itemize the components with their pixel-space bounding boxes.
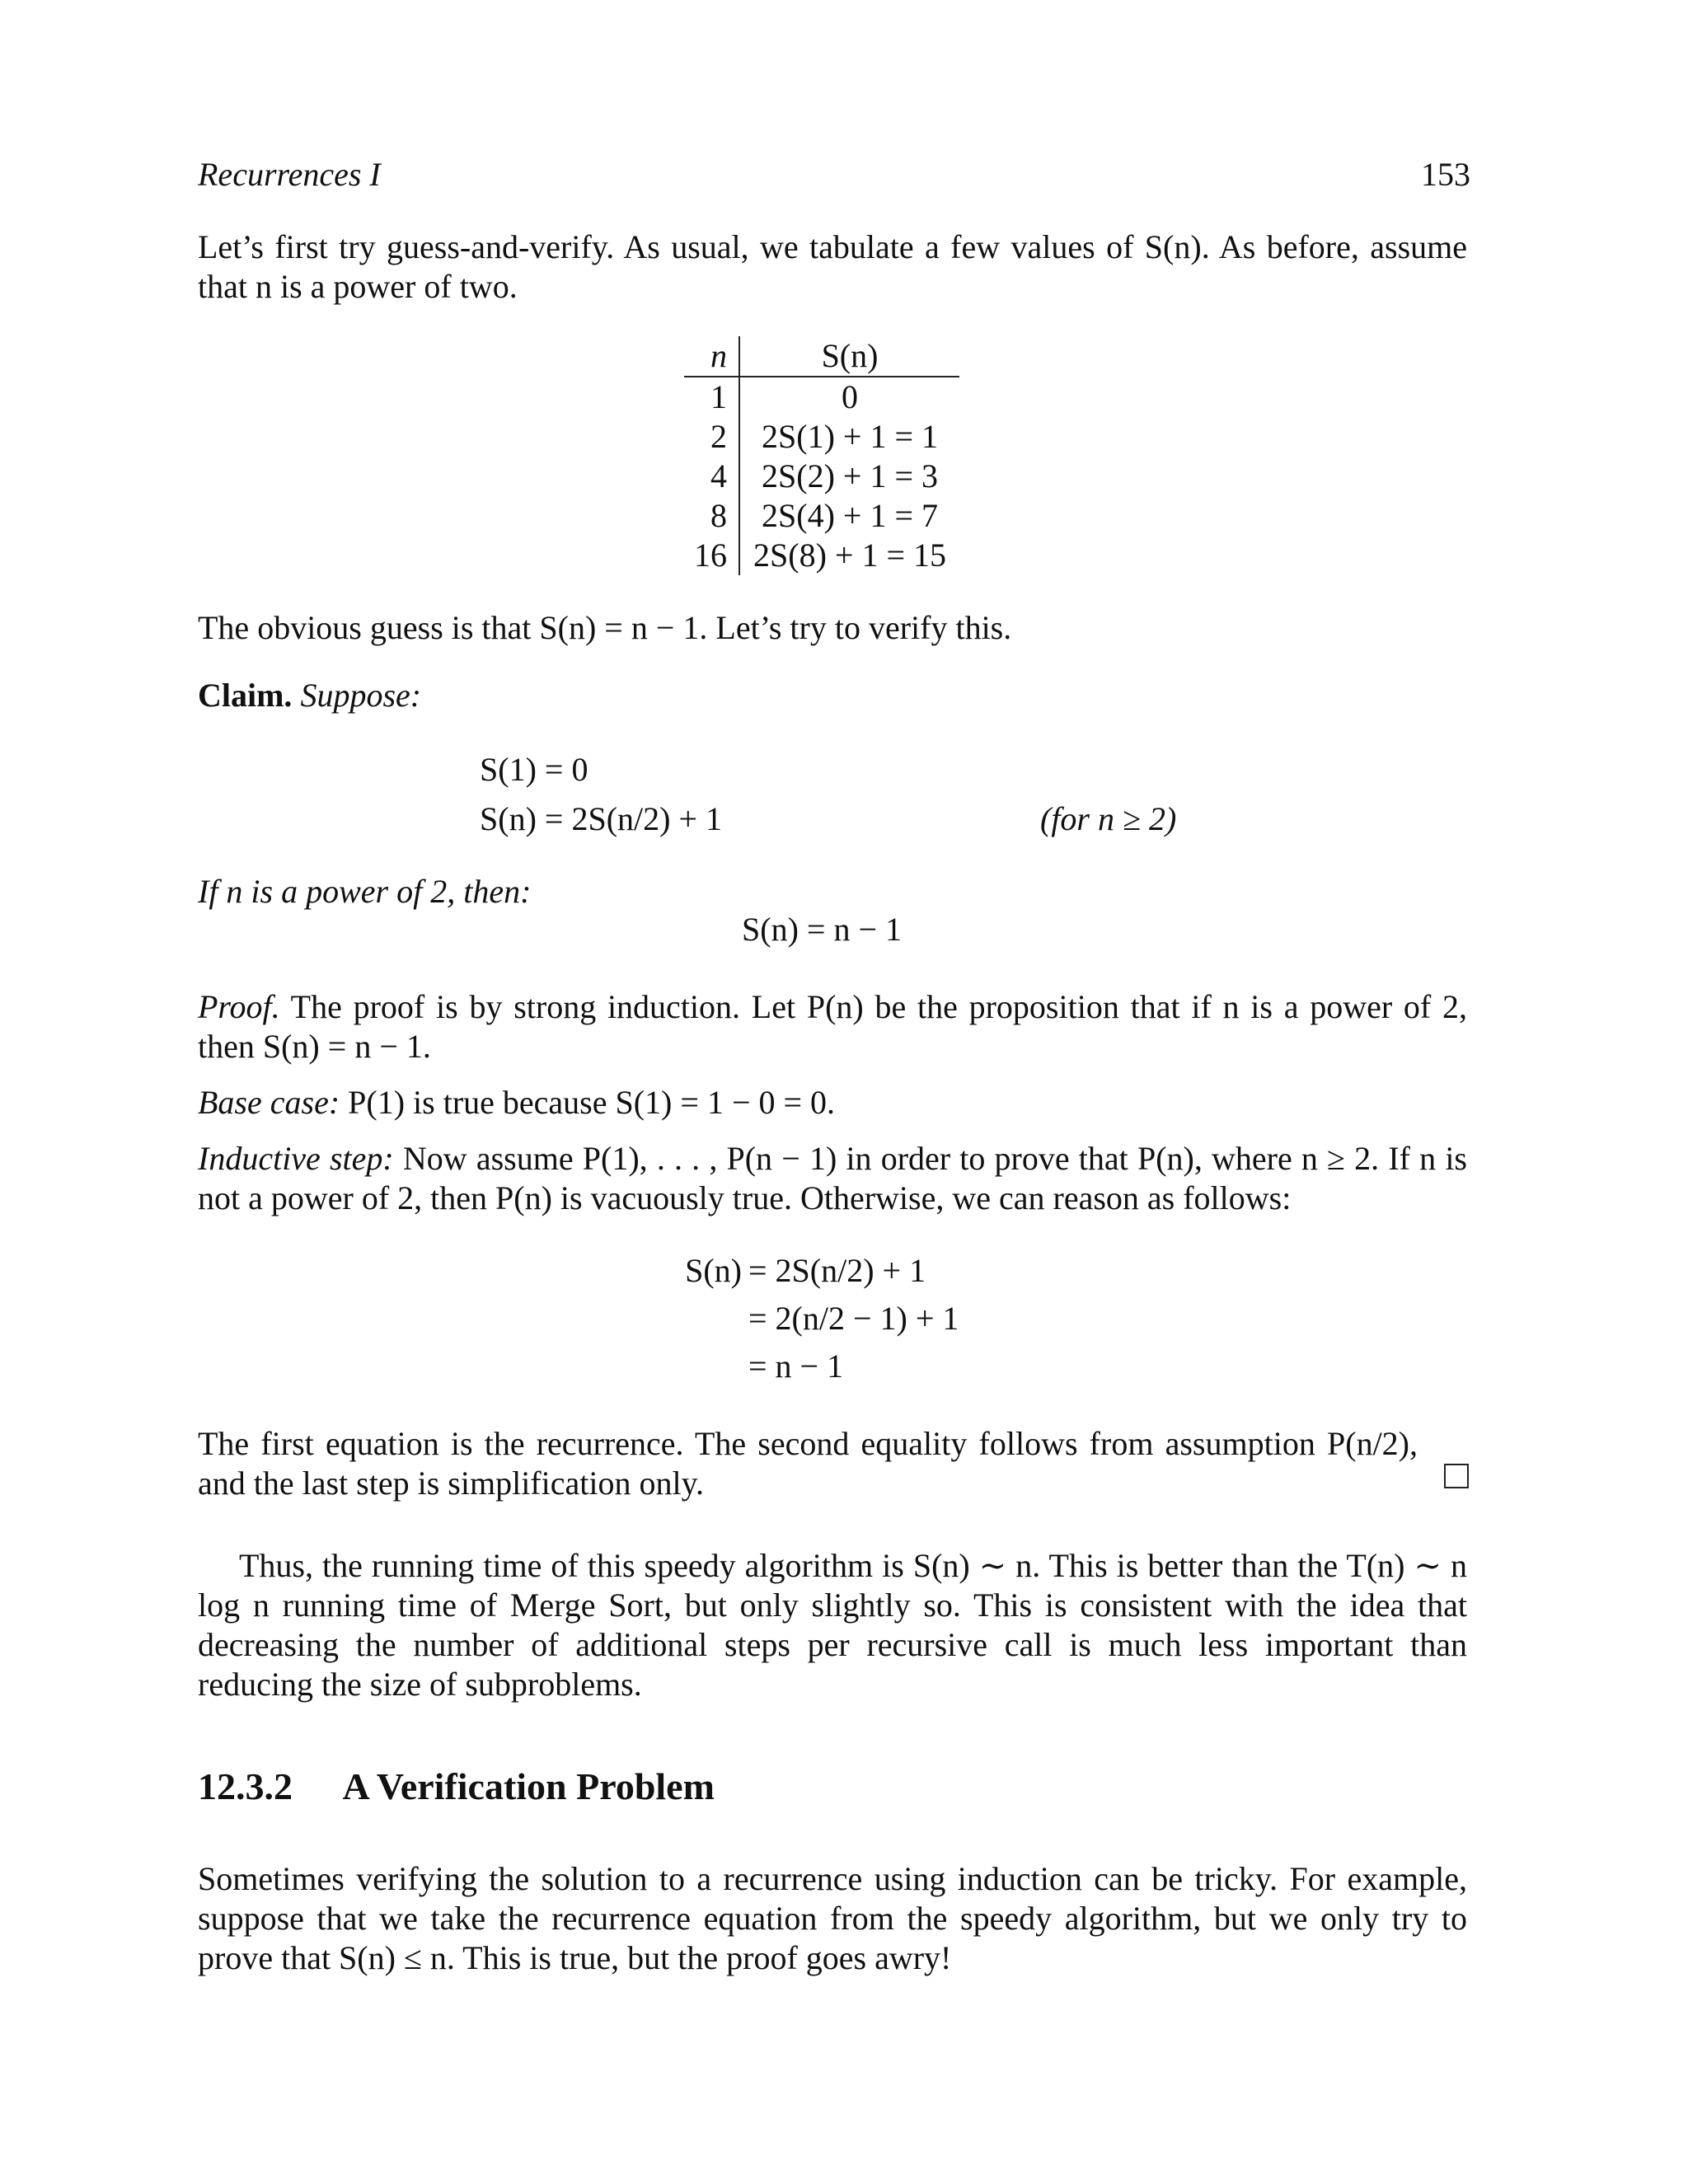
claim-suppose: Suppose: <box>300 677 422 714</box>
table-cell-n: 2 <box>684 417 739 457</box>
values-table <box>684 336 959 575</box>
table-cell-sn: 0 <box>842 378 858 415</box>
derivation-step-2: = 2(n/2 − 1) + 1 <box>748 1300 959 1337</box>
base-case-line <box>198 1083 835 1122</box>
section-heading <box>198 1764 715 1810</box>
claim-condition: (for n ≥ 2) <box>1040 800 1177 837</box>
claim-equation-base: S(1) = 0 <box>480 751 588 788</box>
claim-heading <box>198 676 421 715</box>
base-case-text: P(1) is true because S(1) = 1 − 0 = 0. <box>348 1084 836 1121</box>
table-header-row <box>684 336 959 377</box>
derivation-step-1: = 2S(n/2) + 1 <box>748 1252 926 1289</box>
derivation-lhs: S(n) <box>685 1252 742 1289</box>
qed-box <box>1444 1464 1469 1488</box>
inductive-step-label: Inductive step: <box>198 1140 394 1177</box>
section-paragraph: Sometimes verifying the solution to a recurrence using induction can be tricky. For example, suppose that we take the recurrence equation from the speedy algorithm, but we only try to prove that S(n) ≤ n. This is true, but the proof goes awry! <box>198 1860 1467 1976</box>
claim-label: Claim. <box>198 677 293 714</box>
table-row <box>684 417 959 457</box>
proof-label: Proof. <box>198 988 280 1025</box>
inductive-step-text: Now assume P(1), . . . , P(n − 1) in order to prove that P(n), where n ≥ 2. If n is not a power of 2, then P(n) is vacuously true. Otherwise, we can reason as follows: <box>198 1140 1467 1216</box>
section-title: A Verification Problem <box>342 1765 715 1807</box>
table-cell-n: 4 <box>684 457 739 496</box>
claim-result: S(n) = n − 1 <box>742 911 903 948</box>
table-row <box>684 536 959 575</box>
claim-equation-recurrence: S(n) = 2S(n/2) + 1 <box>480 800 723 837</box>
proof-conclusion: The first equation is the recurrence. The second equality follows from assumption P(n/2), and the last step is simplification only. <box>198 1425 1418 1502</box>
table-header-sn: S(n) <box>739 336 959 377</box>
table-cell-sn: 2S(1) + 1 = 1 <box>762 418 939 455</box>
inductive-step-paragraph <box>198 1139 1467 1218</box>
proof-text: The proof is by strong induction. Let P(n) be the proposition that if n is a power of 2, then S(n) = n − 1. <box>198 988 1467 1065</box>
table-row <box>684 457 959 496</box>
table-cell-sn: 2S(4) + 1 = 7 <box>762 497 939 534</box>
proof-paragraph <box>198 987 1467 1066</box>
guess-sentence: The obvious guess is that S(n) = n − 1. Let’s try to verify this. <box>198 609 1012 646</box>
table-cell-sn: 2S(8) + 1 = 15 <box>753 537 947 574</box>
table-row <box>684 377 959 417</box>
thus-paragraph: Thus, the running time of this speedy algorithm is S(n) ∼ n. This is better than the T(n) ∼ n log n running time of Merge Sort, but only slightly so. This is consistent with the idea that decreasing the number of additional steps per recursive call is much less important than reducing the size of subproblems. <box>198 1547 1467 1703</box>
intro-paragraph: Let’s first try guess-and-verify. As usual, we tabulate a few values of S(n). As before, assume that n is a power of two. <box>198 228 1467 305</box>
page-number: 153 <box>1421 156 1470 193</box>
table-header-n: n <box>684 336 739 377</box>
running-header-title: Recurrences I <box>198 156 381 193</box>
table-cell-n: 1 <box>684 377 739 417</box>
section-number: 12.3.2 <box>198 1765 293 1807</box>
table-cell-sn: 2S(2) + 1 = 3 <box>762 457 939 494</box>
table-cell-n: 8 <box>684 496 739 536</box>
table-cell-n: 16 <box>684 536 739 575</box>
derivation-step-3: = n − 1 <box>748 1347 844 1385</box>
table-row <box>684 496 959 536</box>
base-case-label: Base case: <box>198 1084 340 1121</box>
claim-if-text: If n is a power of 2, then: <box>198 873 532 910</box>
